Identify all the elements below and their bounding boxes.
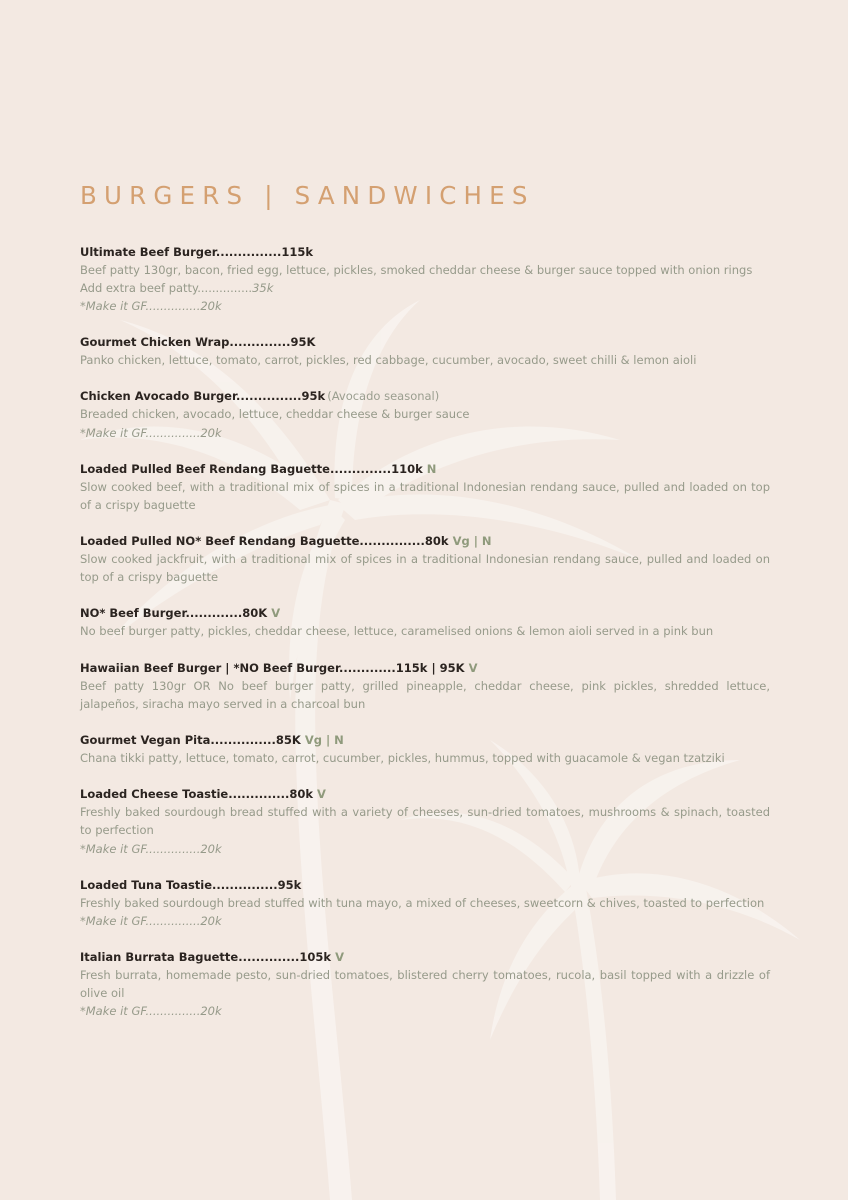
menu-item-dot-leader: .............. xyxy=(228,787,290,802)
menu-item-name: Ultimate Beef Burger xyxy=(80,245,216,259)
menu-item-price: 95K xyxy=(290,335,316,350)
menu-item xyxy=(80,532,770,586)
menu-item-name: Loaded Cheese Toastie xyxy=(80,787,229,802)
menu-item-description: No beef burger patty, pickles, cheddar cheese, lettuce, caramelised onions & lemon aioli served in a pink bun xyxy=(80,624,714,639)
menu-item-header xyxy=(80,387,770,405)
menu-item-description: Chana tikki patty, lettuce, tomato, carrot, cucumber, pickles, hummus, topped with guacamole & vegan tzatziki xyxy=(80,751,725,766)
menu-item-name: Italian Burrata Baguette xyxy=(80,949,239,964)
menu-item-description: Panko chicken, lettuce, tomato, carrot, pickles, red cabbage, cucumber, avocado, sweet chilli & lemon aioli xyxy=(80,353,697,368)
menu-item-gluten-free-option: *Make it GF...............20k xyxy=(80,1004,222,1019)
menu-item-extra-price: 35k xyxy=(252,281,274,296)
menu-item xyxy=(80,948,770,1020)
menu-item-price: 95k xyxy=(301,389,326,404)
menu-item-dot-leader: ............... xyxy=(236,389,302,404)
menu-item xyxy=(80,785,770,857)
menu-item-price: 105k xyxy=(299,949,332,964)
menu-item-dot-leader: ............... xyxy=(212,877,278,892)
menu-item xyxy=(80,333,770,369)
menu-item xyxy=(80,731,770,767)
menu-item-dietary-tags: V xyxy=(468,660,478,675)
menu-item-dietary-tags: V xyxy=(317,787,326,802)
menu-item-dietary-tags: V xyxy=(335,949,344,964)
menu-item-header xyxy=(80,460,770,478)
menu-item-dot-leader: ............... xyxy=(359,534,425,549)
menu-item-description: Freshly baked sourdough bread stuffed with a variety of cheeses, sun-dried tomatoes, mushrooms & spinach, toasted to perfection xyxy=(80,805,770,838)
menu-item-price: 115k | 95K xyxy=(395,660,465,675)
menu-item-description: Beef patty 130gr, bacon, fried egg, lettuce, pickles, smoked cheddar cheese & burger sauce topped with onion rings xyxy=(80,263,753,277)
menu-item xyxy=(80,243,770,315)
menu-item-dot-leader: ............. xyxy=(339,660,396,675)
menu-item-price: 85K xyxy=(275,733,301,748)
menu-item-price: 115k xyxy=(281,245,314,259)
menu-item-header xyxy=(80,785,770,803)
menu-item-header xyxy=(80,604,770,622)
menu-item xyxy=(80,387,770,441)
menu-item-dietary-tags: Vg | N xyxy=(452,534,492,549)
menu-item-dot-leader: .............. xyxy=(229,335,291,350)
menu-item-price: 80k xyxy=(424,534,449,549)
menu-item-name: Loaded Pulled NO* Beef Rendang Baguette xyxy=(80,534,360,549)
menu-item-dot-leader: ............... xyxy=(215,245,282,259)
page-title: BURGERS | SANDWICHES xyxy=(80,181,535,210)
menu-item-dietary-tags: Vg | N xyxy=(304,733,344,748)
menu-item-price: 110k xyxy=(391,461,423,476)
menu-item-gluten-free-option: *Make it GF...............20k xyxy=(80,299,222,314)
menu-item-dot-leader: .............. xyxy=(329,461,392,476)
menu-item-name: Gourmet Chicken Wrap xyxy=(80,335,230,350)
menu-item-description: Beef patty 130gr OR No beef burger patty, grilled pineapple, cheddar cheese, pink pickles, shredded lettuce, jalapeños, siracha mayo served in a charcoal bun xyxy=(80,678,770,711)
menu-item-extra-label: Add extra beef patty............... xyxy=(80,281,253,296)
menu-item-header xyxy=(80,659,770,677)
menu-item-header xyxy=(80,243,770,261)
menu-item-name: Gourmet Vegan Pita xyxy=(80,733,211,748)
menu-item-dietary-tags: N xyxy=(426,461,437,476)
menu-item-description: Slow cooked jackfruit, with a traditional mix of spices in a traditional Indonesian rendang sauce, pulled and loaded on top of a crispy baguette xyxy=(80,552,770,585)
menu-item-description: Breaded chicken, avocado, lettuce, cheddar cheese & burger sauce xyxy=(80,407,470,422)
menu-item-description: Slow cooked beef, with a traditional mix of spices in a traditional Indonesian rendang sauce, pulled and loaded on top of a crispy baguette xyxy=(80,479,770,512)
menu-item-price: 80K xyxy=(242,606,268,621)
menu-item-gluten-free-option: *Make it GF...............20k xyxy=(80,841,222,856)
menu-item-name: Loaded Tuna Toastie xyxy=(80,877,213,892)
menu-item-name: Hawaiian Beef Burger | *NO Beef Burger xyxy=(80,660,339,675)
menu-item-gluten-free-option: *Make it GF...............20k xyxy=(80,425,222,440)
menu-item-description: Freshly baked sourdough bread stuffed with tuna mayo, a mixed of cheeses, sweetcorn & chives, toasted to perfection xyxy=(80,895,765,910)
menu-item-header xyxy=(80,876,770,894)
menu-item-name: Loaded Pulled Beef Rendang Baguette xyxy=(80,461,330,476)
menu-item-dot-leader: ............... xyxy=(210,733,276,748)
menu-item-price: 95k xyxy=(277,877,302,892)
menu-item-extra-option xyxy=(80,279,770,297)
menu-item-header xyxy=(80,532,770,550)
menu-item-dot-leader: ............. xyxy=(185,606,243,621)
menu-item xyxy=(80,460,770,514)
menu-item xyxy=(80,876,770,930)
menu-items-list xyxy=(80,243,770,1020)
menu-page xyxy=(80,180,770,1038)
menu-item xyxy=(80,604,770,640)
menu-item xyxy=(80,659,770,713)
menu-item-header xyxy=(80,333,770,351)
menu-item-gluten-free-option: *Make it GF...............20k xyxy=(80,913,222,928)
menu-item-name: Chicken Avocado Burger xyxy=(80,389,237,404)
menu-item-description: Fresh burrata, homemade pesto, sun-dried tomatoes, blistered cherry tomatoes, rucola, basil topped with a drizzle of olive oil xyxy=(80,967,770,1001)
menu-item-dietary-tags: V xyxy=(271,606,281,621)
menu-item-dot-leader: .............. xyxy=(238,949,300,964)
menu-item-header xyxy=(80,948,770,966)
menu-item-header xyxy=(80,731,770,749)
menu-item-price: 80k xyxy=(289,787,314,802)
menu-item-name: NO* Beef Burger xyxy=(80,606,186,621)
menu-item-note: (Avocado seasonal) xyxy=(327,389,440,404)
